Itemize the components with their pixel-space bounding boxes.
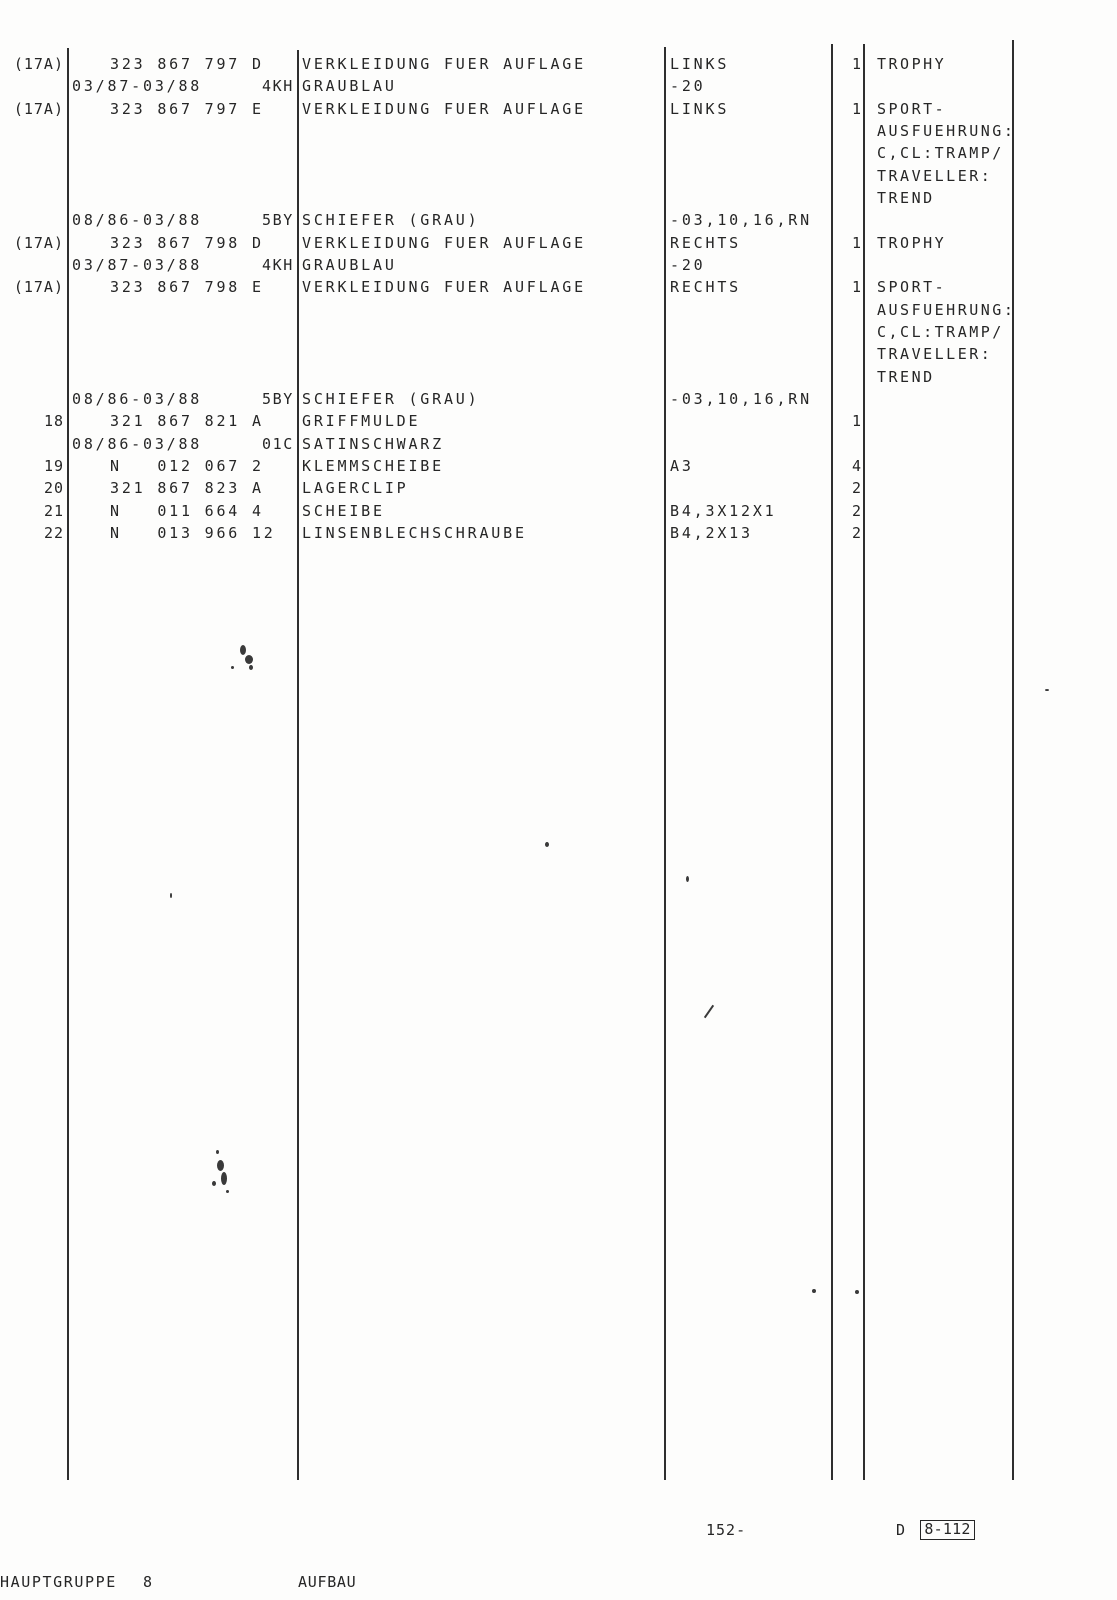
remark: LINKS	[670, 55, 730, 73]
scan-speck	[226, 1190, 229, 1193]
scan-speck	[1045, 689, 1049, 691]
part-description: VERKLEIDUNG FUER AUFLAGE	[302, 99, 586, 118]
part-number: 321 867 821 A	[110, 412, 264, 431]
scan-speck	[545, 842, 549, 847]
position-number: 22	[43, 523, 64, 542]
scan-speck	[217, 1160, 224, 1171]
model-note: AUSFUEHRUNG:	[877, 300, 1016, 319]
color-code: 5BY	[262, 389, 294, 408]
position-number: (17A)	[13, 99, 64, 118]
scan-speck	[812, 1289, 816, 1293]
model-note: TRAVELLER:	[877, 166, 993, 185]
quantity: 1	[851, 233, 861, 252]
model-note-row	[0, 189, 1117, 207]
color-name: SCHIEFER (GRAU)	[302, 389, 480, 408]
color-variant-row	[0, 256, 1117, 274]
remark: -20	[670, 77, 706, 96]
catalog-code: D	[896, 1521, 906, 1539]
model-note: TROPHY	[877, 233, 947, 252]
color-name: GRAUBLAU	[302, 77, 397, 96]
part-number: 323 867 797 E	[110, 99, 264, 118]
part-row	[0, 479, 1117, 497]
scan-speck	[212, 1181, 216, 1186]
main-group-number: 8	[143, 1573, 153, 1591]
validity-period: 03/87-03/88	[72, 255, 203, 274]
color-name: SCHIEFER (GRAU)	[302, 211, 480, 230]
part-number: N 011 664 4	[110, 501, 264, 520]
model-note: C,CL:TRAMP/	[877, 144, 1004, 163]
part-row	[0, 55, 1117, 73]
model-note: TROPHY	[877, 55, 947, 73]
color-variant-row	[0, 211, 1117, 229]
scan-speck	[240, 645, 246, 655]
scan-speck	[245, 655, 253, 664]
scan-speck	[704, 1005, 714, 1018]
color-name: SATINSCHWARZ	[302, 434, 444, 453]
part-description: VERKLEIDUNG FUER AUFLAGE	[302, 278, 586, 297]
model-note-row	[0, 301, 1117, 319]
model-note-row	[0, 368, 1117, 386]
part-number: N 013 966 12	[110, 523, 276, 542]
scan-speck	[216, 1150, 219, 1154]
color-code: 01C	[262, 434, 294, 453]
color-code: 5BY	[262, 211, 294, 230]
position-number: (17A)	[13, 55, 64, 73]
part-row	[0, 524, 1117, 542]
remark: -03,10,16,RN	[670, 389, 812, 408]
quantity: 4	[851, 456, 861, 475]
model-note-row	[0, 323, 1117, 341]
model-note: C,CL:TRAMP/	[877, 322, 1004, 341]
part-number: 323 867 798 E	[110, 278, 264, 297]
quantity: 1	[851, 55, 861, 73]
part-description: GRIFFMULDE	[302, 412, 421, 431]
quantity: 1	[851, 278, 861, 297]
part-row	[0, 502, 1117, 520]
part-description: LINSENBLECHSCHRAUBE	[302, 523, 527, 542]
model-note-row	[0, 122, 1117, 140]
model-note: TREND	[877, 367, 935, 386]
model-note: SPORT-	[877, 99, 947, 118]
scan-speck	[249, 665, 253, 670]
scan-speck	[221, 1172, 227, 1185]
part-description: KLEMMSCHEIBE	[302, 456, 444, 475]
model-note-row	[0, 167, 1117, 185]
remark: -03,10,16,RN	[670, 211, 812, 230]
remark: RECHTS	[670, 278, 741, 297]
color-name: GRAUBLAU	[302, 255, 397, 274]
part-description: LAGERCLIP	[302, 479, 409, 498]
quantity: 2	[851, 501, 861, 520]
remark: B4,2X13	[670, 523, 753, 542]
model-note: SPORT-	[877, 278, 947, 297]
color-variant-row	[0, 77, 1117, 95]
quantity: 1	[851, 412, 861, 431]
part-row	[0, 234, 1117, 252]
model-note: TREND	[877, 188, 935, 207]
model-note: TRAVELLER:	[877, 345, 993, 364]
part-number: N 012 067 2	[110, 456, 264, 475]
model-note: AUSFUEHRUNG:	[877, 121, 1016, 140]
scan-speck	[170, 893, 172, 898]
color-variant-row	[0, 435, 1117, 453]
position-number: 20	[43, 479, 64, 498]
part-description: VERKLEIDUNG FUER AUFLAGE	[302, 55, 586, 73]
color-code: 4KH	[262, 255, 294, 274]
part-row	[0, 278, 1117, 296]
validity-period: 08/86-03/88	[72, 434, 203, 453]
validity-period: 08/86-03/88	[72, 211, 203, 230]
position-number: (17A)	[13, 233, 64, 252]
position-number: 21	[43, 501, 64, 520]
main-group-label: HAUPTGRUPPE	[0, 1573, 117, 1591]
part-row	[0, 457, 1117, 475]
part-number: 321 867 823 A	[110, 479, 264, 498]
remark: -20	[670, 255, 706, 274]
quantity: 1	[851, 99, 861, 118]
part-number: 323 867 798 D	[110, 233, 264, 252]
position-number: (17A)	[13, 278, 64, 297]
scan-speck	[231, 666, 234, 669]
validity-period: 08/86-03/88	[72, 389, 203, 408]
part-row	[0, 412, 1117, 430]
part-description: SCHEIBE	[302, 501, 385, 520]
remark: RECHTS	[670, 233, 741, 252]
main-group-name: AUFBAU	[298, 1573, 357, 1591]
validity-period: 03/87-03/88	[72, 77, 203, 96]
part-number: 323 867 797 D	[110, 55, 264, 73]
scan-speck	[855, 1290, 859, 1294]
model-note-row	[0, 345, 1117, 363]
page-number: 152-	[706, 1521, 747, 1539]
model-note-row	[0, 144, 1117, 162]
page-reference-box: 8-112	[920, 1520, 975, 1540]
remark: B4,3X12X1	[670, 501, 777, 520]
color-code: 4KH	[262, 77, 294, 96]
color-variant-row	[0, 390, 1117, 408]
part-row	[0, 100, 1117, 118]
quantity: 2	[851, 523, 861, 542]
position-number: 19	[43, 456, 64, 475]
quantity: 2	[851, 479, 861, 498]
remark: LINKS	[670, 99, 730, 118]
position-number: 18	[43, 412, 64, 431]
part-description: VERKLEIDUNG FUER AUFLAGE	[302, 233, 586, 252]
scan-speck	[686, 876, 689, 882]
remark: A3	[670, 456, 694, 475]
